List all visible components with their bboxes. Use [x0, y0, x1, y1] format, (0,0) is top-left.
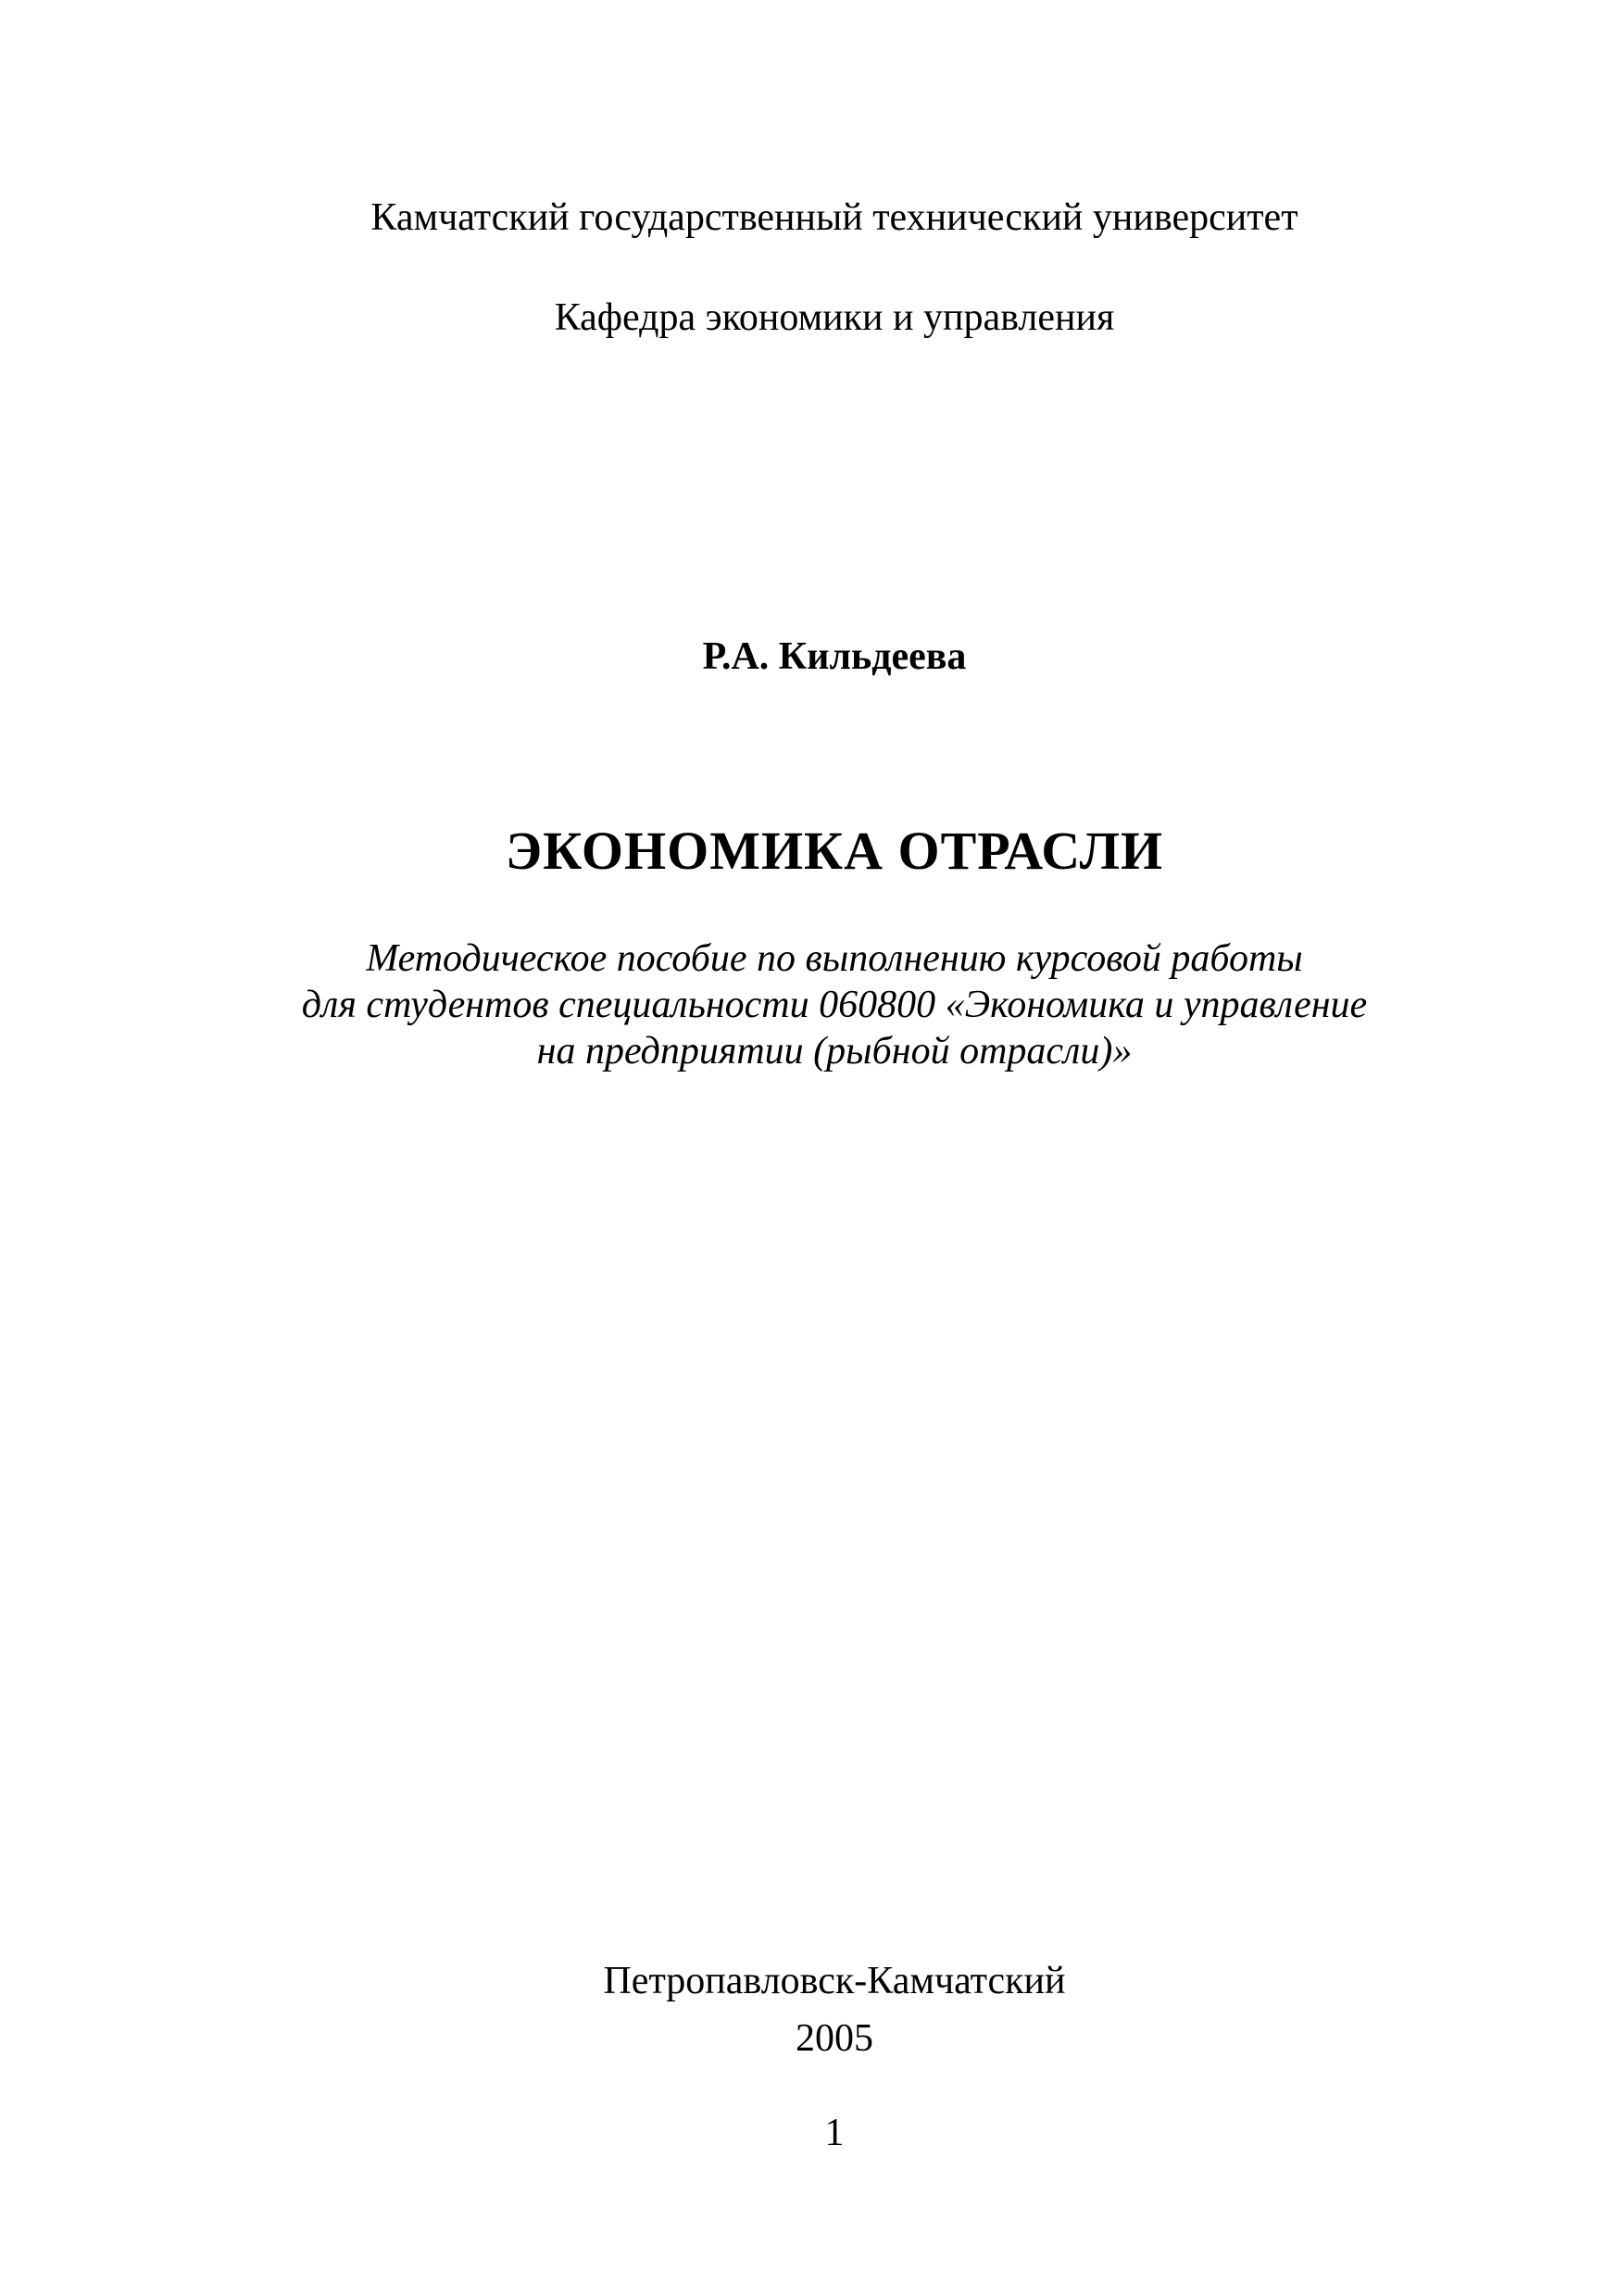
- publication-city: Петропавловск-Камчатский: [603, 1960, 1066, 2002]
- page-number: 1: [824, 2112, 845, 2154]
- document-title: ЭКОНОМИКА ОТРАСЛИ: [505, 821, 1164, 881]
- subtitle-line-1: Методическое пособие по выполнению курсовой работы: [366, 937, 1303, 980]
- subtitle-line-2: для студентов специальности 060800 «Экономика и управление: [301, 984, 1368, 1026]
- document-subtitle: [26, 935, 1617, 1074]
- department-name: Кафедра экономики и управления: [554, 296, 1115, 339]
- subtitle-line-3: на предприятии (рыбной отрасли)»: [536, 1030, 1133, 1073]
- publication-year: 2005: [796, 2017, 873, 2060]
- university-name: Камчатский государственный технический университет: [370, 196, 1298, 239]
- author-name: Р.А. Кильдеева: [702, 635, 967, 678]
